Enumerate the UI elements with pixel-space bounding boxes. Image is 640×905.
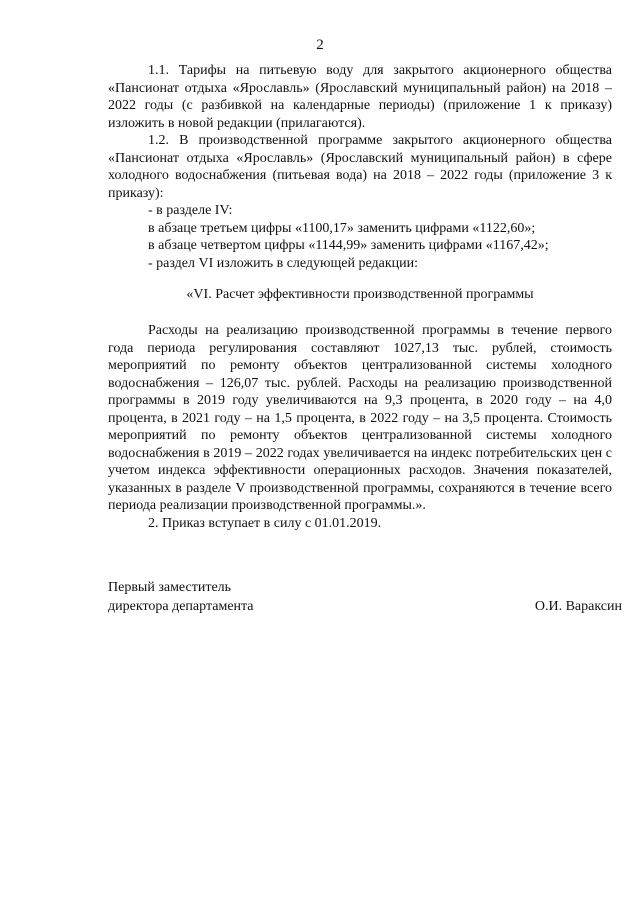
- signer-title-line-1: Первый заместитель: [108, 580, 232, 595]
- sub-item-fourth-paragraph: в абзаце четвертом цифры «1144,99» заменить цифрами «1167,42»;: [148, 238, 549, 253]
- page-number: 2: [316, 37, 324, 53]
- item-1-1-paragraph: 1.1. Тарифы на питьевую воду для закрытого акционерного общества «Пансионат отдыха «Ярославль» (Ярославский муниципальный район) на 2018 – 2022 годы (с разбивкой на календарные периоды) (приложение 1 к приказу) изложить в новой редакции (прилагаются).: [108, 63, 612, 131]
- amendments-block: [108, 62, 612, 272]
- efficiency-block: [108, 322, 612, 532]
- signer-title-line-2: директора департамента: [108, 599, 254, 614]
- signer-name: О.И. Вараксин: [534, 599, 622, 614]
- item-2-paragraph: 2. Приказ вступает в силу с 01.01.2019.: [148, 515, 382, 531]
- expenses-paragraph: Расходы на реализацию производственной программы в течение первого года периода регулирования составляют 1027,13 тыс. рублей, стоимость мероприятий по ремонту объектов централизованной системы холодного водоснабжения – 126,07 тыс. рублей. Расходы на реализацию производственной программы в 2019 году увеличиваются на 9,3 процента, в 2020 году – на 4,0 процента, в 2021 году – на 1,5 процента, в 2022 году – на 3,5 процента. Стоимость мероприятий по ремонту объектов централизованной системы холодного водоснабжения в 2019 – 2022 годах увеличивается на индекс потребительских цен с учетом индекса эффективности операционных расходов. Значения показателей, указанных в разделе V производственной программы, сохраняются в течение всего периода реализации производственной программы.».: [108, 323, 612, 513]
- signature-row: [108, 597, 622, 616]
- signature-block: [108, 578, 622, 616]
- item-1-2-paragraph: 1.2. В производственной программе закрытого акционерного общества «Пансионат отдыха «Ярославль» (Ярославский муниципальный район) в сфере холодного водоснабжения (питьевая вода) на 2018 – 2022 годы (приложение 3 к приказу):: [108, 133, 612, 201]
- sub-item-third-paragraph: в абзаце третьем цифры «1100,17» заменить цифрами «1122,60»;: [148, 220, 536, 236]
- section-vi-heading: «VI. Расчет эффективности производственной программы: [186, 287, 534, 302]
- sub-item-section-vi: - раздел VI изложить в следующей редакции:: [148, 255, 419, 271]
- sub-item-section-iv: - в разделе IV:: [148, 203, 233, 218]
